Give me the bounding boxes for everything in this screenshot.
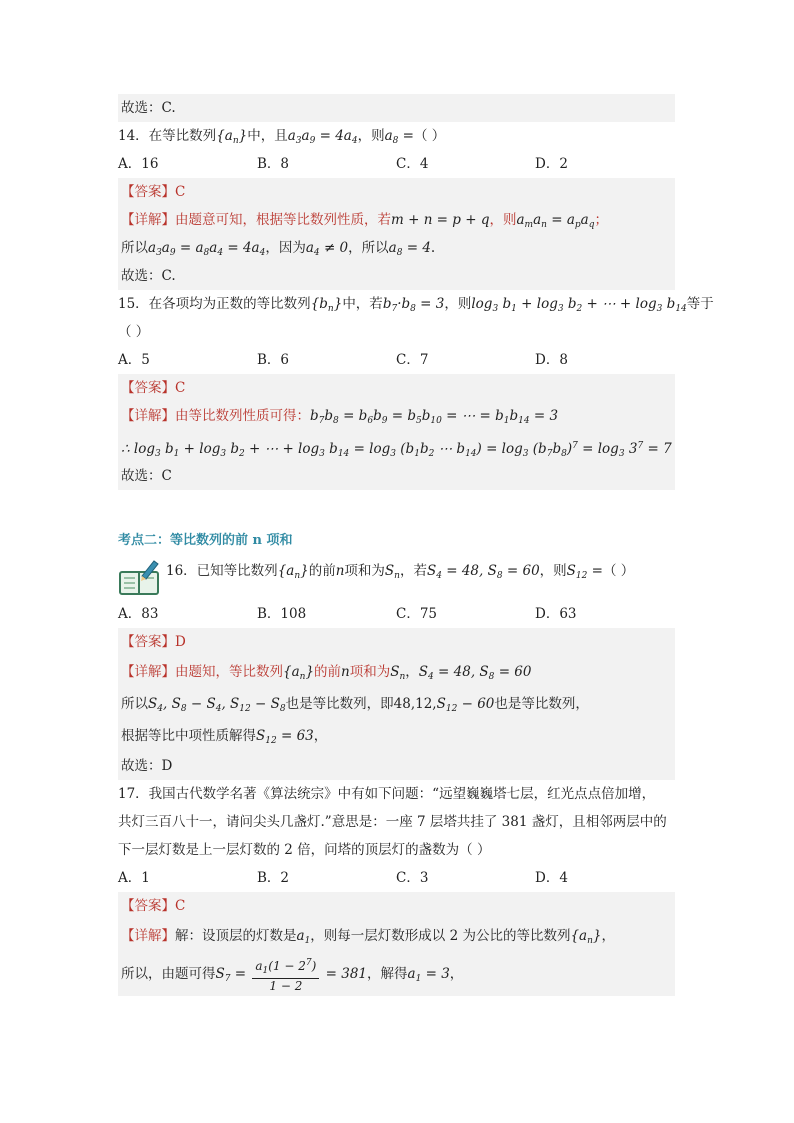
q15-option-a: A．5: [118, 352, 150, 368]
q17-option-a: A．1: [118, 870, 150, 886]
q16-option-d: D．63: [535, 606, 577, 622]
q15-stem-tail: （ ）: [118, 324, 150, 340]
q14-detail-2: 所以$a_3a_9 = a_8a_4 = 4a_4$，因为$a_4 \ne 0$，所以$a_8 = 4$.: [118, 234, 675, 262]
q16-option-c: C．75: [396, 606, 438, 622]
q14-options: [118, 150, 675, 178]
q17-stem-line-1: 17．我国古代数学名著《算法统宗》中有如下问题：“远望巍巍塔七层，红光点点倍加增，: [118, 786, 656, 802]
q16-stem: 16．已知等比数列$\{a_n\}$的前n项和为$S_n$，若$S_4 = 48$, $S_8 = 60$，则$S_{12}$ =（ ）: [118, 556, 675, 600]
q17-option-c: C．3: [396, 870, 429, 886]
q17-options: [118, 864, 675, 892]
section-heading: 考点二：等比数列的前 n 项和: [118, 533, 293, 548]
q14-detail-1: 【详解】由题意可知，根据等比数列性质，若m + n = p + q，则$a_ma_n = a_pa_q$；: [118, 206, 675, 234]
q17-option-d: D．4: [535, 870, 568, 886]
q17-detail-1: 【详解】解：设顶层的灯数是$a_1$，则每一层灯数形成以 2 为公比的等比数列$\{a_n\}$，: [118, 920, 675, 952]
q15-detail-2: ∴ $\log_3 b_1 + \log_3 b_2$ + ⋯ + $\log_3 b_{14} = \log_3 (b_1b_2$ ⋯ $b_{14}) = \log_3 (b_7b_8)^7 = \log_3 3^7 = 7$: [118, 430, 675, 462]
q17-stem-line-2: 共灯三百八十一，请问尖头几盏灯.”意思是：一座 7 层塔共挂了 381 盏灯，且相邻两层中的: [118, 814, 667, 830]
q14-option-c: C．4: [396, 156, 429, 172]
q14-option-b: B．8: [257, 156, 290, 172]
q14-conclusion: 故选：C.: [118, 262, 675, 290]
q14-stem: 14．在等比数列$\{a_n\}$中，且$a_3a_9 = 4a_4$，则$a_8$ =（ ）: [118, 128, 446, 146]
q14-option-d: D．2: [535, 156, 568, 172]
q16-detail-1: 【详解】由题知，等比数列$\{a_n\}$的前n项和为$S_n$，$S_4 = 48$, $S_8 = 60$: [118, 656, 675, 688]
document-page: [118, 94, 714, 996]
q13-conclusion: 故选：C.: [118, 94, 675, 122]
fraction: $\frac{a_1(1 - 2^7)}{1 - 2}$: [252, 956, 319, 993]
q15-detail-1: 【详解】由等比数列性质可得：$b_7b_8 = b_6b_9 = b_5b_{10}$ = ⋯ = $b_1b_{14} = 3$: [118, 402, 675, 430]
q16-answer: 【答案】D: [118, 628, 675, 656]
q17-stem-line-3: 下一层灯数是上一层灯数的 2 倍，问塔的顶层灯的盏数为（ ）: [118, 842, 491, 858]
q15-conclusion: 故选：C: [118, 462, 675, 490]
q15-answer: 【答案】C: [118, 374, 675, 402]
q16-conclusion: 故选：D: [118, 752, 675, 780]
q15-option-c: C．7: [396, 352, 429, 368]
q15-options: [118, 346, 675, 374]
q14-option-a: A．16: [118, 156, 159, 172]
q17-answer: 【答案】C: [118, 892, 675, 920]
book-pencil-icon: [118, 558, 160, 596]
q14-answer: 【答案】C: [118, 178, 675, 206]
q16-detail-3: 根据等比中项性质解得$S_{12} = 63$，: [118, 720, 675, 752]
q16-option-a: A．83: [118, 606, 159, 622]
q16-option-b: B．108: [257, 606, 307, 622]
q16-detail-2: 所以$S_4$, $S_8 - S_4$, $S_{12} - S_8$也是等比数列，即$48,12,S_{12} - 60$也是等比数列，: [118, 688, 675, 720]
q16-options: [118, 600, 675, 628]
q17-option-b: B．2: [257, 870, 290, 886]
q15-option-b: B．6: [257, 352, 290, 368]
q15-option-d: D．8: [535, 352, 568, 368]
q15-stem: 15．在各项均为正数的等比数列$\{b_n\}$中，若$b_7\cdot b_8 = 3$，则$\log_3 b_1 + \log_3 b_2$ + ⋯ + $\log_3 b_{14}$等于: [118, 296, 714, 314]
q17-detail-2: 所以，由题可得$S_7$ = $\frac{a_1(1 - 2^7)}{1 - 2}$ = 381，解得$a_1 = 3$，: [118, 952, 675, 996]
